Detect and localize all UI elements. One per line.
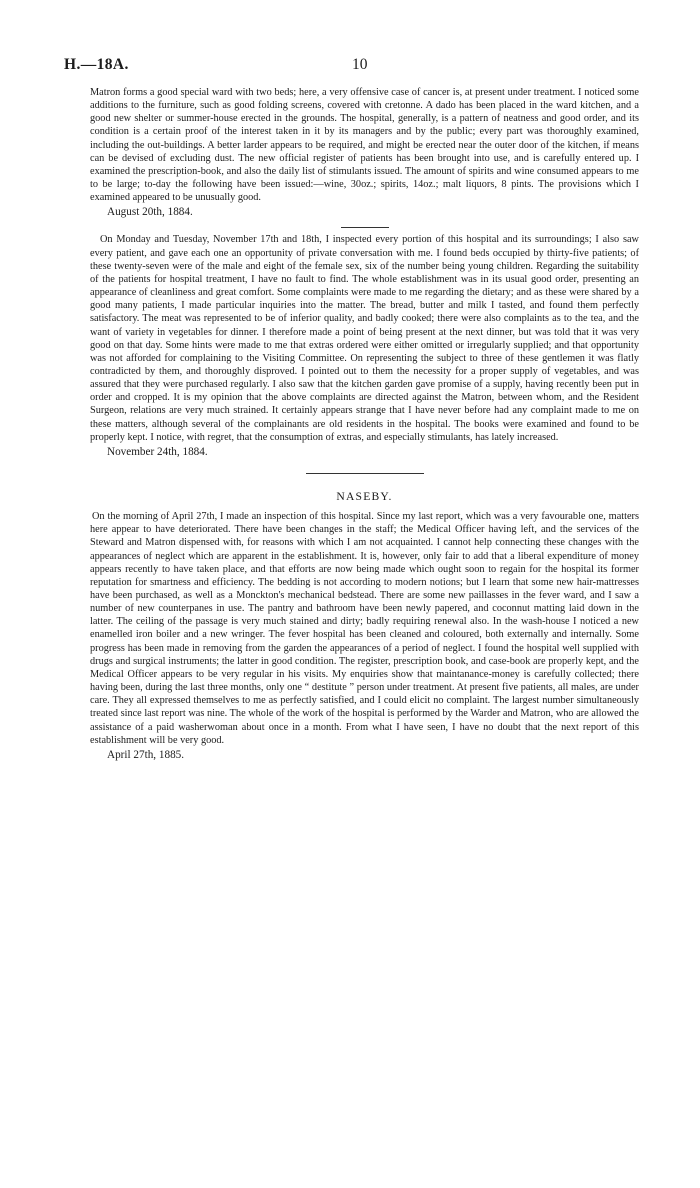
report-date: November 24th, 1884. [107,445,208,458]
page-number: 10 [352,56,368,73]
section-heading: NASEBY. [336,489,393,503]
report-date: August 20th, 1884. [107,206,193,219]
page-header [64,56,658,80]
report-date: April 27th, 1885. [107,748,185,761]
section-divider [306,473,424,474]
paragraph-naseby-report: On the morning of April 27th, I made an inspection of this hospital. Since my last report, which was a very favourable one, matters here appear to have deteriorated. There have been changes in the staff; the Medical Officer having left, and the services of the Steward and Matron dispensed with, for reasons with which I am not acquainted. I cannot help connecting these changes with the appearances of neglect which are apparent in the establishment. It is, however, only fair to add that a liberal expenditure of money appears recently to have taken place, and that efforts are now being made which ought soon to regain for the hospital its former reputation for smartness and efficiency. The bedding is not according to modern notions; but I learn that some new hair-mattresses have been purchased, as well as a Monckton's mechanical bedstead. There are some new paillasses in the fever ward, and I saw a number of new counterpanes in use. The pantry and bathroom have been newly papered, and coconnut matting laid down in the latter. The ceiling of the passage is very much stained and dirty; badly requiring renewal also. In the wash-house I noticed a new enamelled iron boiler and a new wringer. The fever hospital has been cleaned and coloured, both externally and internally. Some progress has been made in removing from the garden the appearances of a period of neglect. I found the hospital well supplied with drugs and surgical instruments; the latter in good condition. The register, prescription book, and case-book are properly kept, and the Medical Officer appears to be very regular in his visits. My enquiries show that maintanance-money is carefully collected; there having been, during the last three months, only one “ destitute ” person under treatment. At present five patients, all males, are under care. They all expressed themselves to me as perfectly satisfied, and I could elicit no complaint. The largest number simultaneously treated since last report was nine. The whole of the work of the hospital is performed by the Warder and Matron, who are allowed the assistance of a paid washerwoman about once in a month. From what I have seen, I have no doubt that the next report of this establishment will be very good. [90,511,639,746]
paragraph-continuation: Matron forms a good special ward with two beds; here, a very offensive case of cancer is, at present under treatment. I noticed some additions to the furniture, such as good folding screens, covered with cretonne. A dado has been placed in the ward kitchen, and a good new shelter or summer-house erected in the grounds. The hospital, generally, is a pattern of neatness and good order, and its condition is a certain proof of the interest taken in it by its managers and by the public; every part was thoroughly examined, including the out-buildings. A better larder appears to be required, and might be erected near the outer door of the kitchen, if means can be devised of excluding dust. The new official register of patients has been brought into use, and is carefully entered up. I examined the prescription-book, and also the daily list of stimulants issued. The amount of spirits and wine consumed appears to me to be large; to-day the following have been issued:—wine, 30oz.; spirits, 14oz.; malt liquors, 8 pints. The provisions which I examined appeared to be unusually good. [90,87,639,204]
document-reference: H.—18A. [64,56,129,73]
paragraph-november-report: On Monday and Tuesday, November 17th and 18th, I inspected every portion of this hospital and its surroundings; I also saw every patient, and gave each one an opportunity of private conversation with me. I found beds occupied by thirty-five patients; of these twenty-seven were of the male and eight of the female sex, six of the number being young children. Regarding the suitability of the patients for hospital treatment, I have no fault to find. The whole establishment was in its usual good order, presenting an appearance of cleanliness and great comfort. Some complaints were made to me regarding the dietary; and as these were shared by a good many patients, I made particular inquiries into the matter. The bread, butter and milk I tasted, and found them perfectly satisfactory. The meat was represented to be of inferior quality, and badly cooked; there were also complaints as to the tea, and the want of variety in vegetables for dinner. I therefore made a point of being present at the next dinner, but was told that it was very good on that day. Some hints were made to me that extras ordered were either omitted or irregularly supplied; and that opportunity was not afforded for complaining to the Visiting Committee. On representing the subject to three of these gentlemen it was flatly contradicted by them, and thoroughly disproved. I pointed out to them the necessity for a proper supply of vegetables, and was assured that they were purchased regularly. I also saw that the kitchen garden gave promise of a supply, having recently been put in order and cropped. It is my opinion that the above complaints are directed against the Matron, between whom, and the Resident Surgeon, relations are very much strained. It certainly appears strange that I have never before had any complaint made to me on these matters, although several of the complainants are old residents in the hospital. The books were examined and found to be properly kept. I notice, with regret, that the consumption of extras, and especially stimulants, has lately increased. [90,234,639,443]
section-divider [341,227,389,228]
document-body [90,86,639,763]
